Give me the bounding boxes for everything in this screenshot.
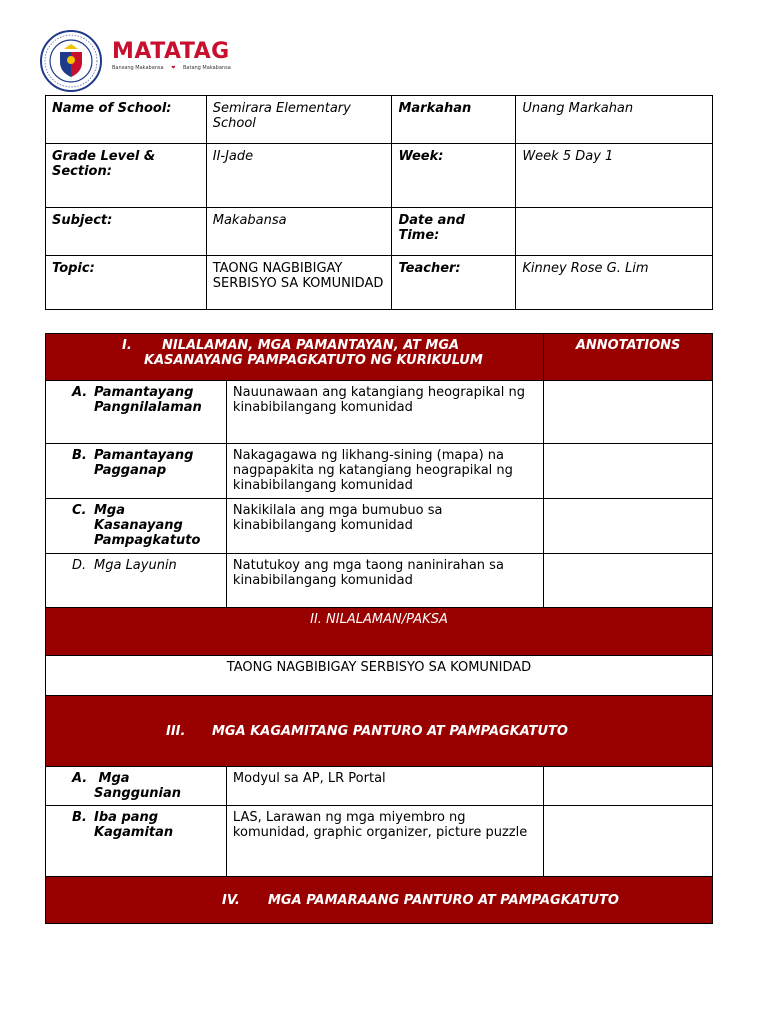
lesson-info-table (45, 95, 713, 310)
lesson-plan-table (45, 333, 713, 924)
week-value: Week 5 Day 1 (516, 144, 713, 208)
row-c-content: Nakikilala ang mga bumubuo sa kinabibilangang komunidad (226, 499, 543, 554)
row-a-annotation (544, 381, 713, 444)
brand-name: MATATAG (112, 39, 230, 64)
topic-label: Topic: (46, 256, 207, 310)
page-header (40, 30, 340, 90)
row-a-label: A. Pamantayang Pangnilalaman (46, 381, 227, 444)
row-3b-label: B. Iba pang Kagamitan (46, 806, 227, 877)
section-1-header (46, 334, 544, 381)
row-3a-annotation (544, 767, 713, 806)
annotations-header: ANNOTATIONS (544, 334, 713, 381)
heart-icon: ❤ (171, 65, 176, 71)
row-b-label: B. Pamantayang Pagganap (46, 444, 227, 499)
row-c-annotation (544, 499, 713, 554)
table-row (46, 499, 713, 554)
teacher-label: Teacher: (392, 256, 516, 310)
topic-value: TAONG NAGBIBIGAY SERBISYO SA KOMUNIDAD (206, 256, 392, 310)
date-label: Date and Time: (392, 208, 516, 256)
row-a-content: Nauunawaan ang katangiang heograpikal ng kinabibilangang komunidad (226, 381, 543, 444)
row-3a-label: A. Mga Sanggunian (46, 767, 227, 806)
school-value: Semirara Elementary School (206, 96, 392, 144)
section-2-content: TAONG NAGBIBIGAY SERBISYO SA KOMUNIDAD (46, 656, 713, 696)
deped-seal-icon (40, 30, 102, 92)
section-1-title-line2: KASANAYANG PAMPAGKATUTO NG KURIKULUM (144, 353, 483, 368)
tag-right: Batang Makabansa (182, 65, 231, 71)
tag-left: Bansang Makabansa (112, 65, 164, 71)
row-d-annotation (544, 554, 713, 608)
row-3a-content: Modyul sa AP, LR Portal (226, 767, 543, 806)
brand-block (112, 40, 237, 71)
subject-value: Makabansa (206, 208, 392, 256)
section-4-title: MGA PAMARAANG PANTURO AT PAMPAGKATUTO (268, 892, 619, 908)
table-row (46, 767, 713, 806)
row-d-content: Natutukoy ang mga taong naninirahan sa kinabibilangang komunidad (226, 554, 543, 608)
table-row (46, 381, 713, 444)
section-4-header (46, 877, 713, 924)
row-c-label: C. Mga Kasanayang Pampagkatuto (46, 499, 227, 554)
brand-tagline (112, 65, 237, 71)
section-2-header: II. NILALAMAN/PAKSA (46, 608, 713, 656)
grade-value: II-Jade (206, 144, 392, 208)
section-3-header (46, 696, 713, 767)
subject-label: Subject: (46, 208, 207, 256)
table-row (46, 554, 713, 608)
school-label: Name of School: (46, 96, 207, 144)
grade-label: Grade Level & Section: (46, 144, 207, 208)
table-row (46, 806, 713, 877)
row-b-annotation (544, 444, 713, 499)
markahan-label: Markahan (392, 96, 516, 144)
markahan-value: Unang Markahan (516, 96, 713, 144)
section-4-number: IV. (222, 892, 240, 908)
section-3-number: III. (166, 723, 186, 739)
row-d-label: D. Mga Layunin (46, 554, 227, 608)
row-3b-annotation (544, 806, 713, 877)
section-3-title: MGA KAGAMITANG PANTURO AT PAMPAGKATUTO (212, 723, 568, 739)
table-row (46, 444, 713, 499)
section-1-number: I. (122, 338, 132, 353)
teacher-value: Kinney Rose G. Lim (516, 256, 713, 310)
section-1-title-line1: NILALAMAN, MGA PAMANTAYAN, AT MGA (162, 338, 460, 353)
week-label: Week: (392, 144, 516, 208)
row-3b-content: LAS, Larawan ng mga miyembro ng komunidad, graphic organizer, picture puzzle (226, 806, 543, 877)
date-value (516, 208, 713, 256)
row-b-content: Nakagagawa ng likhang-sining (mapa) na nagpapakita ng katangiang heograpikal ng kinabibilangang komunidad (226, 444, 543, 499)
